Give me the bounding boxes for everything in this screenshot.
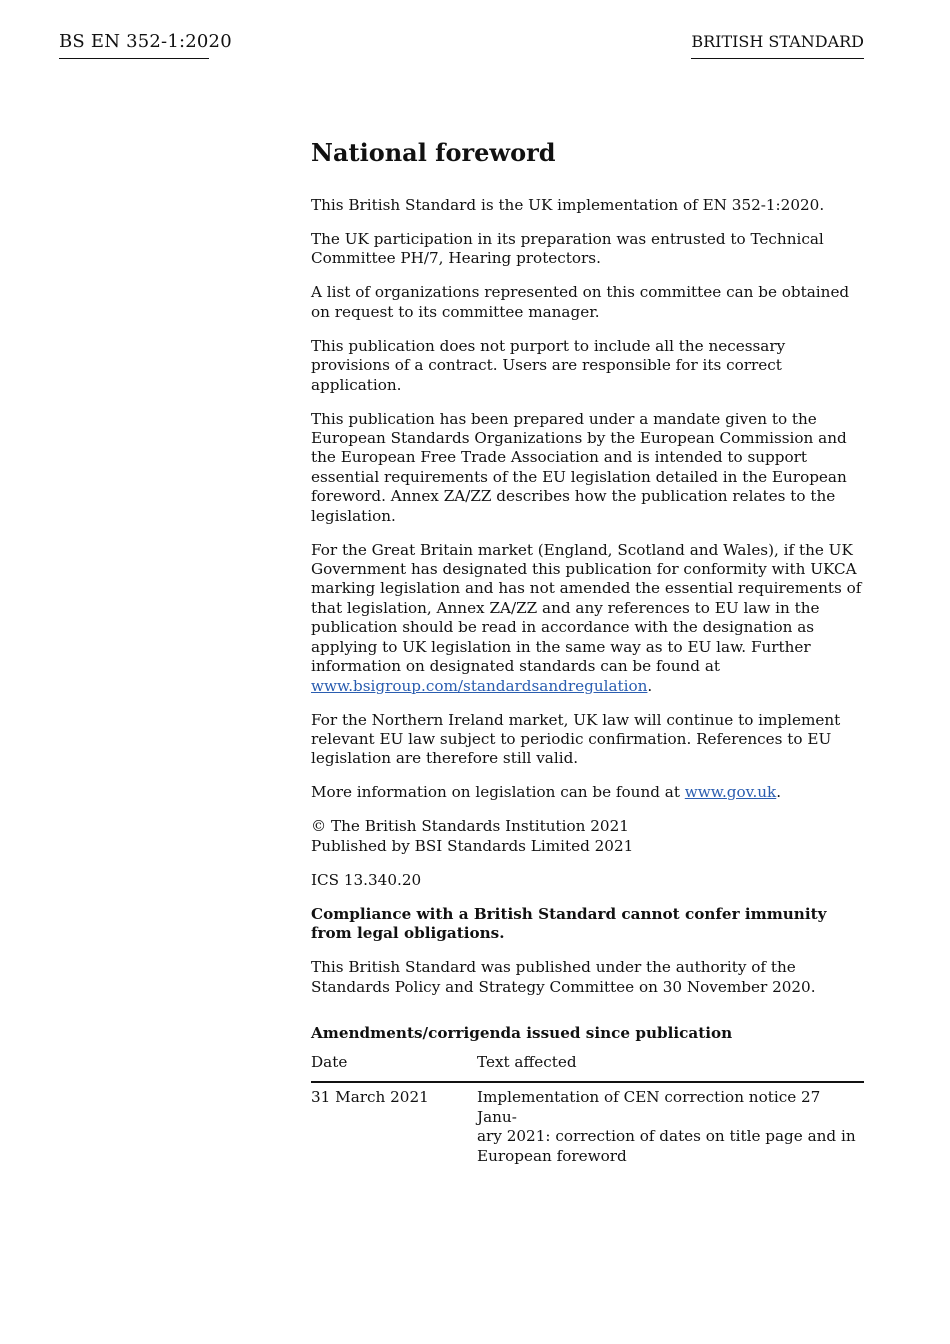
copyright-block [311,817,867,856]
bsigroup-link[interactable]: www.bsigroup.com/standardsandregulation [311,676,648,695]
paragraph-more-info [311,783,867,802]
publisher-line: Published by BSI Standards Limited 2021 [311,836,634,855]
document-id: BS EN 352-1:2020 [59,30,209,59]
foreword-section [311,136,867,1166]
amendments-table [311,1053,864,1166]
compliance-notice: Compliance with a British Standard cannot confer immunity from legal obligations. [311,904,827,943]
gb-end: . [647,676,653,695]
paragraph-northern-ireland: For the Northern Ireland market, UK law will continue to implement relevant EU law subject to periodic confirmation. References to EU legislation are therefore still valid. [311,710,841,768]
document-category: BRITISH STANDARD [691,30,864,59]
paragraph-committee: The UK participation in its preparation was entrusted to Technical Committee PH/7, Hearing protectors. [311,230,824,268]
amendment-text-line-2: ary 2021: correction of dates on title page and in [477,1127,856,1146]
amendment-text-line-1: Implementation of CEN correction notice 27 Janu- [477,1088,821,1126]
ics-code: ICS 13.340.20 [311,870,422,889]
authority-block [311,958,867,997]
authority-line-1: This British Standard was published under the authority of the [311,958,796,977]
paragraph-great-britain [311,541,867,696]
gov-uk-link[interactable]: www.gov.uk [684,783,777,802]
amendment-date: 31 March 2021 [311,1088,429,1107]
column-header-text-affected: Text affected [477,1053,864,1082]
paragraph-organizations: A list of organizations represented on this committee can be obtained on request to its committee manager. [311,283,850,321]
paragraph-mandate: This publication has been prepared under a mandate given to the European Standards Organizations by the European Commission and the European Free Trade Association and is intended to support essential requirements of the EU legislation detailed in the European foreword. Annex ZA/ZZ describes how the publication relates to the legislation. [311,409,847,525]
amendment-text-line-3: European foreword [477,1146,627,1165]
amendments-heading: Amendments/corrigenda issued since publication [311,1023,733,1042]
more-info-end: . [776,783,782,802]
authority-line-2: Standards Policy and Strategy Committee on 30 November 2020. [311,977,816,996]
table-row [311,1082,864,1166]
column-header-date: Date [311,1053,477,1082]
more-info-text: More information on legislation can be found at [311,783,685,802]
paragraph-implementation: This British Standard is the UK implementation of EN 352-1:2020. [311,196,825,214]
page-title: National foreword [311,138,556,167]
copyright-line: © The British Standards Institution 2021 [311,817,629,836]
paragraph-provisions: This publication does not purport to include all the necessary provisions of a contract. Users are responsible for its correct application. [311,336,786,394]
amendment-text [477,1082,864,1166]
gb-text: For the Great Britain market (England, Scotland and Wales), if the UK Government has designated this publication for conformity with UKCA marking legislation and has not amended the essential requirements of that legislation, Annex ZA/ZZ and any references to EU law in the publication should be read in accordance with the designation as applying to UK legislation in the same way as to EU law. Further information on designated standards can be found at [311,540,862,676]
table-header-row [311,1053,864,1082]
